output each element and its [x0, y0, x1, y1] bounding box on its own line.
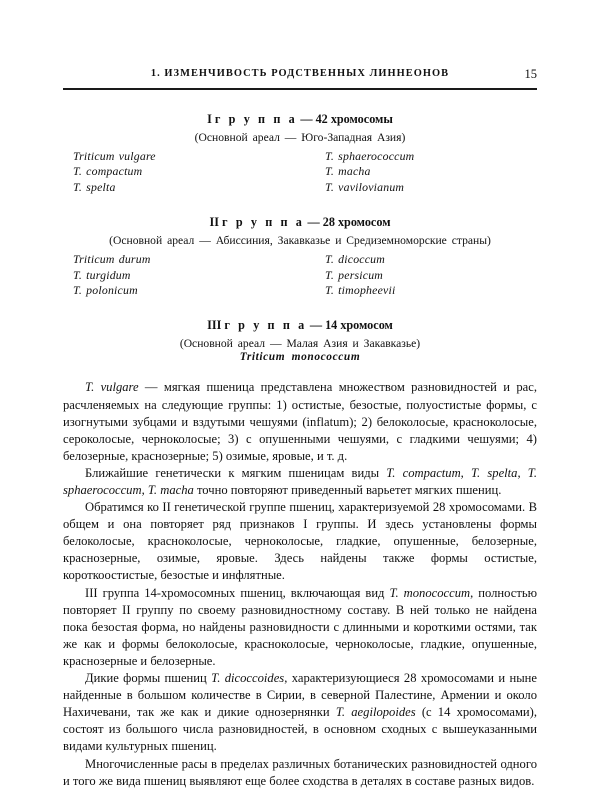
paragraph	[63, 670, 537, 755]
species-column-right	[325, 252, 395, 298]
taxonomy-groups	[63, 112, 537, 363]
page-number: 15	[524, 67, 537, 81]
group-chromosome-count: — 42 хромосомы	[297, 112, 393, 126]
group-subtitle: (Основной ареал — Юго-Западная Азия)	[194, 131, 406, 144]
species-name: T. dicoccum	[325, 252, 385, 267]
species-name: T. timopheevii	[325, 283, 396, 298]
text-run: точно повторяют приведенный варьетет мягких пшениц.	[193, 483, 502, 497]
group-number: I	[207, 112, 215, 126]
species-name: T. compactum	[73, 164, 143, 179]
text-run: Ближайшие генетически к мягким пшеницам виды	[85, 465, 387, 480]
text-run: , характеризующиеся 28 хромосомами и ныне найденные в большом количестве в Сирии, в северной Палестине, Армении и около Нахичевани, так же как и дикие однозернянки	[63, 671, 537, 720]
paragraph	[63, 756, 537, 790]
species-name: T. sphaerococcum	[325, 149, 415, 163]
taxonomy-group	[63, 318, 537, 363]
species-column-left	[63, 149, 325, 195]
group-subtitle: (Основной ареал — Малая Азия и Закавказье)	[179, 337, 421, 351]
species-name-inline: T. dicoccoides	[211, 671, 285, 686]
species-name: T. persicum	[325, 267, 384, 282]
text-run: III группа 14-хромосомных пшениц, включающая вид	[85, 585, 390, 600]
species-name-inline: T. vulgare	[85, 380, 139, 395]
species-name-inline: T. compactum, T. spelta, T. sphaerococcum, T. macha	[63, 465, 537, 497]
paragraph	[63, 465, 537, 499]
species-name: T. spelta	[73, 179, 116, 194]
species-name: T. turgidum	[73, 267, 131, 282]
text-run: — мягкая пшеница представлена множеством разновидностей и рас, расчленяемых на следующие группы: 1) остистые, безостые, полуостистые формы, с изогнутыми зубцами и вздутыми чешуями (inflatum); 2) белоколосые, красноколосые, сероколосые, черноколосые; 3) с опушенными чешуями, с гладкими чешуями; 4) белозерные, краснозерные; 5) озимые, яровые, и т. д.	[63, 380, 537, 463]
paragraph	[63, 585, 537, 670]
group-subtitle: (Основной ареал — Абиссиния, Закавказье и Средиземноморские страны)	[109, 234, 491, 248]
group-heading	[63, 318, 537, 333]
group-chromosome-count: — 28 хромосом	[304, 215, 391, 230]
text-run: , полностью повторяет II группу по своему разновидностному составу. В ней только не найдена пока безостая форма, но найдены разновидности с длинными и короткими остями, так же как и формы белоколосые, красноколосые, черноколосые, гладкие, опушенные, краснозерные и белозерные.	[63, 585, 537, 668]
species-name: T. vavilovianum	[325, 179, 405, 194]
page-content	[63, 0, 537, 790]
running-head-title: 1. ИЗМЕНЧИВОСТЬ РОДСТВЕННЫХ ЛИННЕОНОВ	[150, 68, 450, 79]
group-word: г р у п п а	[222, 215, 305, 230]
species-name: Triticum vulgare	[73, 149, 156, 163]
species-name: T. macha	[325, 164, 371, 179]
taxonomy-group	[63, 215, 537, 298]
group-heading	[63, 215, 537, 230]
species-list	[63, 252, 537, 298]
species-name-inline: T. monococcum	[389, 585, 471, 600]
species-column-left	[63, 252, 325, 298]
group-word: г р у п п а	[214, 112, 298, 126]
paragraph	[63, 499, 537, 584]
species-name: T. polonicum	[73, 283, 138, 298]
group-number: II	[209, 215, 223, 230]
text-run: Обратимся ко II генетической группе пшениц, характеризуемой 28 хромосомами. В общем и она повторяет ряд признаков I группы. И здесь установлены формы белоколосые, красноколосые, черноколосые, гладкие, опушенные, белозерные, краснозерные, озимые, яровые. Здесь найдены также формы остистые, короткоостистые, безостые и инфлятные.	[63, 500, 537, 583]
species-column-right	[325, 149, 414, 195]
paragraph	[63, 379, 537, 464]
group-heading	[63, 112, 537, 127]
species-name-inline: T. aegilopoides	[335, 705, 416, 720]
running-head	[63, 68, 537, 94]
body-text	[63, 379, 537, 789]
species-name: Triticum monococcum	[239, 351, 361, 364]
header-divider	[63, 88, 537, 90]
text-run: Многочисленные расы в пределах различных ботанических разновидностей одного и того же вида пшениц выявляют еще более сходства в деталях в составе разных видов.	[63, 756, 537, 788]
group-number: III	[207, 318, 225, 333]
text-run: Дикие формы пшениц	[85, 671, 212, 686]
taxonomy-group	[63, 112, 537, 195]
species-list	[63, 149, 537, 195]
text-run: (с 14 хромосомами), состоят из большого числа разновидностей, в основном сходных с вышеуказанными видами культурных пшениц.	[63, 705, 537, 754]
group-word: г р у п п а	[224, 318, 307, 333]
group-chromosome-count: — 14 хромосом	[306, 318, 393, 333]
species-name: Triticum durum	[73, 252, 151, 267]
